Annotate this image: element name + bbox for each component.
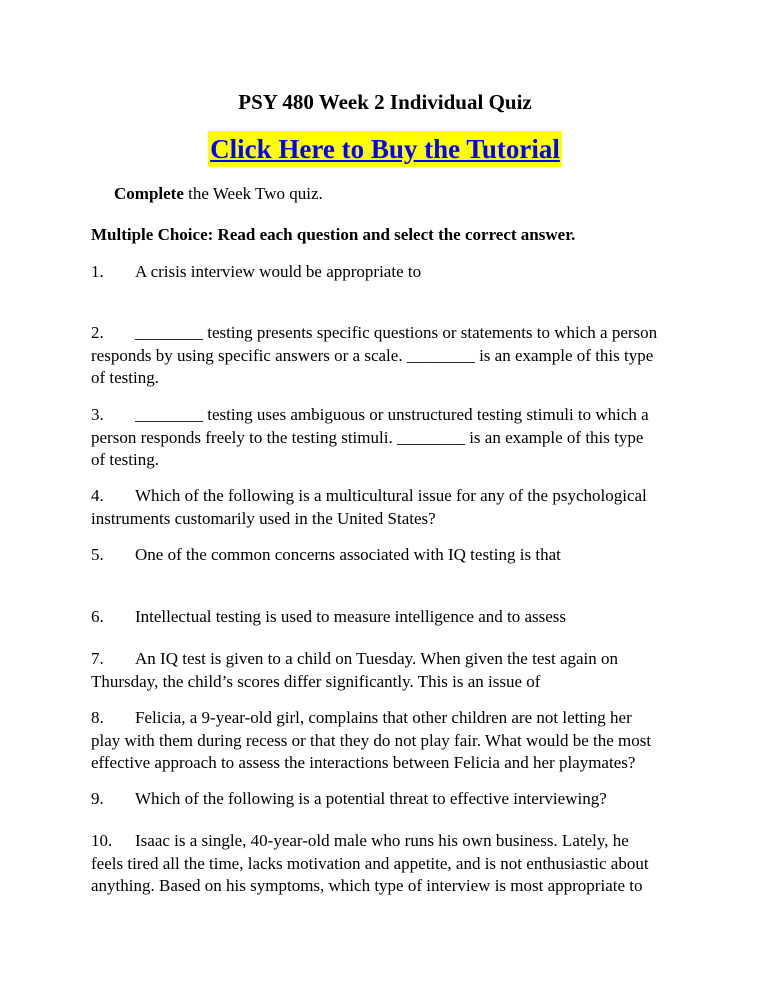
question-line: of testing. (91, 450, 159, 469)
question-line: responds by using specific answers or a scale. ________ is an example of this type (91, 345, 654, 365)
page-title-text: PSY 480 Week 2 Individual Quiz (238, 90, 532, 114)
section-heading: Multiple Choice: Read each question and select the correct answer. (91, 225, 576, 244)
question-number: 2. (91, 323, 104, 342)
question-line (91, 261, 691, 284)
question-9 (91, 788, 691, 811)
page-title (0, 88, 768, 116)
question-line (91, 485, 691, 508)
question-number: 1. (91, 262, 104, 281)
question-6 (91, 606, 691, 629)
question-text: Felicia, a 9-year-old girl, complains that other children are not letting her (135, 708, 632, 727)
question-number: 9. (91, 789, 104, 808)
question-2 (91, 322, 691, 390)
buy-tutorial-link[interactable]: Click Here to Buy the Tutorial (208, 131, 562, 167)
question-number: 6. (91, 607, 104, 626)
question-text: Which of the following is a multicultural issue for any of the psychological (135, 486, 647, 505)
question-text: An IQ test is given to a child on Tuesday. When given the test again on (135, 649, 619, 668)
question-line (91, 404, 691, 427)
question-line: feels tired all the time, lacks motivation and appetite, and is not enthusiastic about (91, 853, 649, 873)
question-4 (91, 485, 691, 530)
question-text: Which of the following is a potential threat to effective interviewing? (135, 789, 607, 808)
question-text: Intellectual testing is used to measure intelligence and to assess (135, 607, 567, 626)
question-line: of testing. (91, 368, 159, 387)
intro-bold: Complete (114, 184, 184, 203)
question-text: ________ testing presents specific questions or statements to which a person (135, 323, 658, 342)
question-text: One of the common concerns associated with IQ testing is that (135, 545, 561, 564)
question-10 (91, 830, 691, 898)
question-3 (91, 404, 691, 472)
question-number: 3. (91, 405, 104, 424)
question-number: 4. (91, 486, 104, 505)
question-line: play with them during recess or that they do not play fair. What would be the most (91, 730, 652, 750)
question-8 (91, 707, 691, 775)
question-text: ________ testing uses ambiguous or unstructured testing stimuli to which a (135, 405, 649, 424)
question-line (91, 788, 691, 811)
question-line: instruments customarily used in the United States? (91, 508, 436, 528)
question-5 (91, 544, 691, 567)
question-line (91, 322, 691, 345)
question-line: person responds freely to the testing stimuli. ________ is an example of this type (91, 427, 644, 447)
tutorial-link-container (0, 131, 768, 167)
question-number: 5. (91, 545, 104, 564)
question-7 (91, 648, 691, 693)
question-line (91, 830, 691, 853)
question-number: 8. (91, 708, 104, 727)
question-line (91, 606, 691, 629)
question-number: 10. (91, 831, 113, 850)
question-1 (91, 261, 691, 284)
question-text: A crisis interview would be appropriate to (135, 262, 422, 281)
question-line (91, 648, 691, 671)
intro-text (114, 183, 323, 205)
question-text: Isaac is a single, 40-year-old male who runs his own business. Lately, he (135, 831, 629, 850)
question-line: effective approach to assess the interactions between Felicia and her playmates? (91, 753, 636, 772)
intro-rest: the Week Two quiz. (183, 184, 323, 203)
question-line (91, 544, 691, 567)
question-line: anything. Based on his symptoms, which type of interview is most appropriate to (91, 876, 643, 895)
question-number: 7. (91, 649, 104, 668)
question-line (91, 707, 691, 730)
question-line: Thursday, the child’s scores differ significantly. This is an issue of (91, 671, 541, 691)
